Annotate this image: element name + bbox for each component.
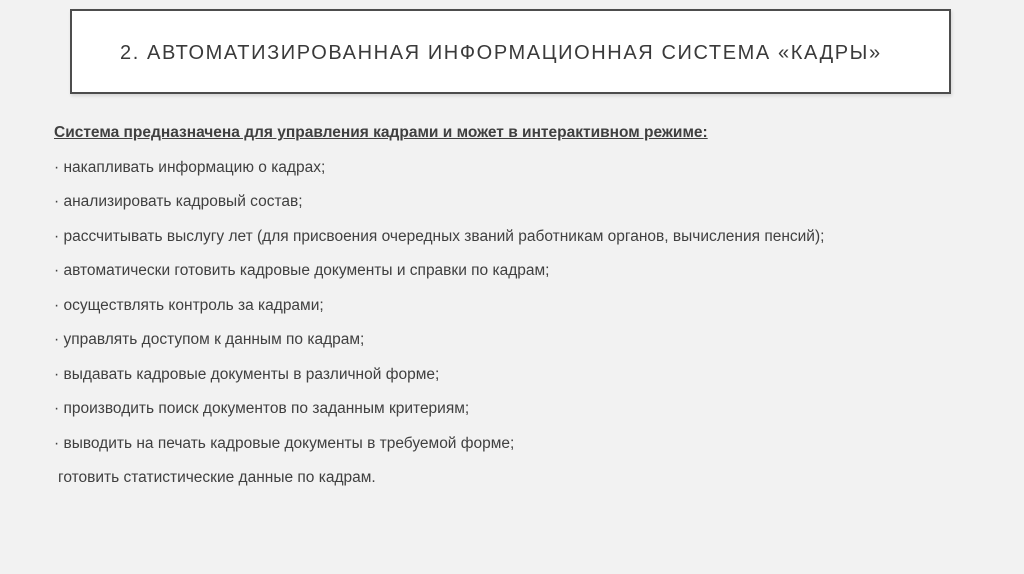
slide-title: 2. АВТОМАТИЗИРОВАННАЯ ИНФОРМАЦИОННАЯ СИСТЕМА «КАДРЫ» xyxy=(120,42,882,64)
list-item: · управлять доступом к данным по кадрам; xyxy=(54,331,365,348)
lead-paragraph: Система предназначена для управления кадрами и может в интерактивном режиме: xyxy=(54,124,708,141)
list-item: · автоматически готовить кадровые документы и справки по кадрам; xyxy=(54,262,550,279)
list-item: · осуществлять контроль за кадрами; xyxy=(54,296,324,314)
list-item: · выдавать кадровые документы в различной форме; xyxy=(54,365,440,383)
list-item: · выводить на печать кадровые документы в требуемой форме; xyxy=(54,434,515,452)
list-item: готовить статистические данные по кадрам. xyxy=(58,469,376,486)
slide-content xyxy=(54,122,974,489)
list-item: · анализировать кадровый состав; xyxy=(54,193,303,210)
list-item: · производить поиск документов по заданным критериям; xyxy=(54,400,470,417)
list-item: · накапливать информацию о кадрах; xyxy=(54,158,326,176)
title-box xyxy=(70,9,951,94)
list-item: · рассчитывать выслугу лет (для присвоения очередных званий работникам органов, вычисления пенсий); xyxy=(54,227,825,245)
